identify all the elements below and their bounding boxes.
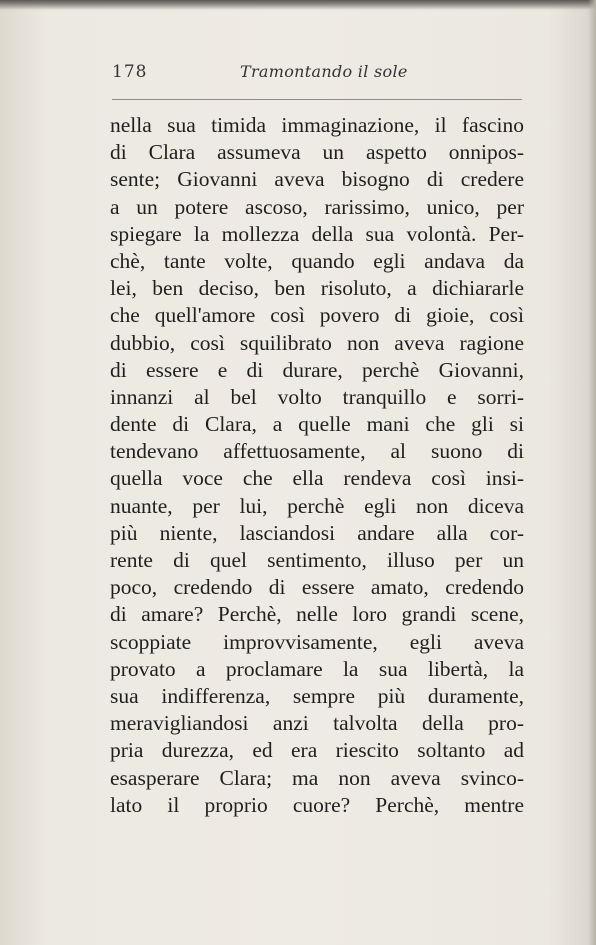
text-line: poco, credendo di essere amato, credendo xyxy=(110,575,524,600)
text-line: provato a proclamare la sua libertà, la xyxy=(110,656,524,681)
running-title: Tramontando il sole xyxy=(240,62,408,81)
body-text xyxy=(110,112,524,819)
text-line: di essere e di durare, perchè Giovanni, xyxy=(110,357,524,382)
text-line: innanzi al bel volto tranquillo e sorri- xyxy=(110,384,524,409)
text-line: di amare? Perchè, nelle loro grandi scene, xyxy=(110,602,524,627)
text-line: sua indifferenza, sempre più duramente, xyxy=(110,683,524,708)
page-top-edge xyxy=(0,0,596,10)
text-line: scoppiate improvvisamente, egli aveva xyxy=(110,629,524,654)
text-line: quella voce che ella rendeva così insi- xyxy=(110,466,524,491)
text-line: nuante, per lui, perchè egli non diceva xyxy=(110,493,524,518)
text-line: pria durezza, ed era riescito soltanto ad xyxy=(110,738,524,763)
page-number: 178 xyxy=(112,62,148,82)
header-rule xyxy=(112,99,522,100)
text-line: sente; Giovanni aveva bisogno di credere xyxy=(110,167,524,192)
text-line: lato il proprio cuore? Perchè, mentre xyxy=(110,792,524,817)
text-line: lei, ben deciso, ben risoluto, a dichiararle xyxy=(110,276,524,301)
text-line: rente di quel sentimento, illuso per un xyxy=(110,548,524,572)
text-line: più niente, lasciandosi andare alla cor- xyxy=(110,520,524,545)
text-line: di Clara assumeva un aspetto onnipos- xyxy=(110,140,524,165)
text-line: dubbio, così squilibrato non aveva ragione xyxy=(110,330,524,355)
text-line: spiegare la mollezza della sua volontà. Per- xyxy=(110,221,524,246)
text-line: dente di Clara, a quelle mani che gli si xyxy=(110,412,524,437)
text-line: a un potere ascoso, rarissimo, unico, per xyxy=(110,194,524,219)
text-line: meravigliandosi anzi talvolta della pro- xyxy=(110,711,524,736)
running-head xyxy=(112,62,522,90)
text-line: chè, tante volte, quando egli andava da xyxy=(110,248,524,273)
page-right-edge xyxy=(588,0,596,945)
text-line: nella sua timida immaginazione, il fascino xyxy=(110,113,524,137)
text-line: che quell'amore così povero di gioie, così xyxy=(110,303,524,328)
text-line: tendevano affettuosamente, al suono di xyxy=(110,439,524,464)
text-line: esasperare Clara; ma non aveva svinco- xyxy=(110,765,524,790)
